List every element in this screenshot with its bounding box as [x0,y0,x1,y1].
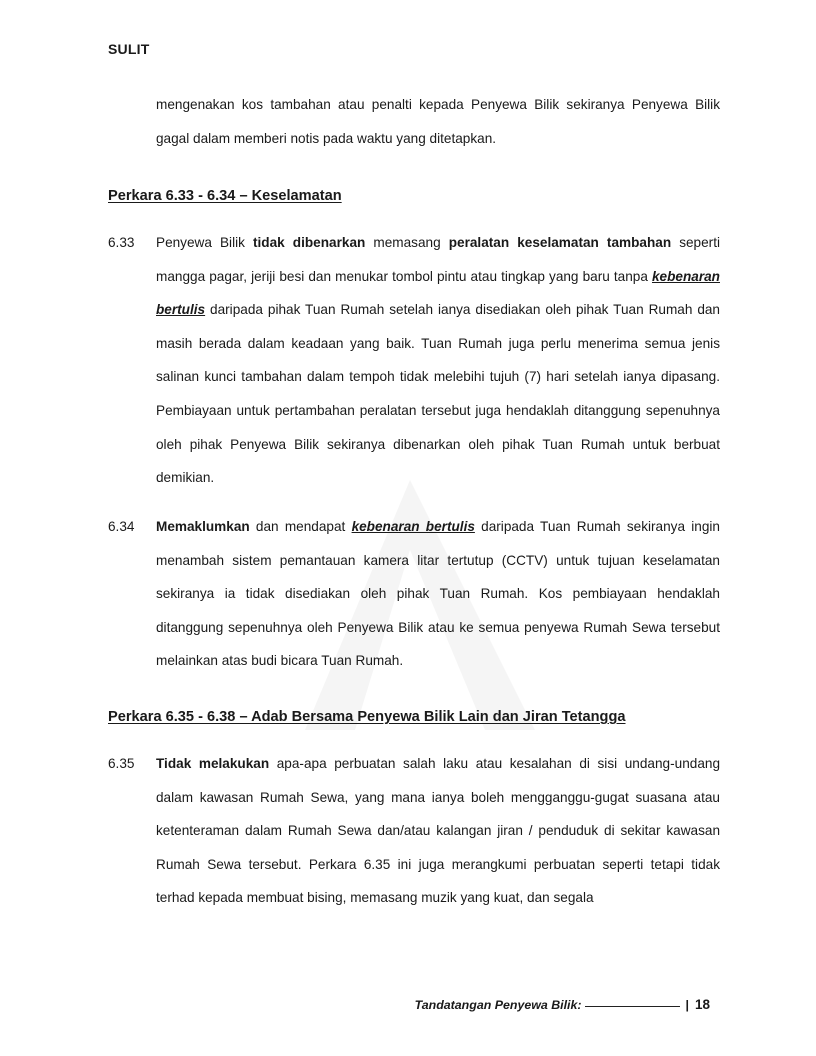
classification-header: SULIT [108,41,150,57]
bold-run: Memaklumkan [156,519,250,534]
bold-run: Tidak melakukan [156,756,270,771]
bold-run: tidak dibenarkan [253,235,366,250]
section-heading-keselamatan: Perkara 6.33 - 6.34 – Keselamatan [108,188,342,204]
signature-label: Tandatangan Penyewa Bilik: [414,998,582,1012]
text-run: Penyewa Bilik [156,235,253,250]
continuation-paragraph: mengenakan kos tambahan atau penalti kepada Penyewa Bilik sekiranya Penyewa Bilik gagal dalam memberi notis pada waktu yang ditetapkan. [156,97,720,146]
text-run: seperti mangga pagar, jeriji besi dan menukar tombol pintu atau tingkap yang baru tanpa [156,235,720,284]
clause-number: 6.35 [108,756,135,771]
clause-number: 6.34 [108,519,135,534]
page-number: 18 [694,997,710,1012]
text-run: daripada pihak Tuan Rumah setelah ianya disediakan oleh pihak Tuan Rumah dan masih berada dalam keadaan yang baik. Tuan Rumah juga perlu menerima semua jenis salinan kunci tambahan dalam tempoh tidak melebihi tujuh (7) hari setelah ianya dipasang. Pembiayaan untuk pertambahan peralatan tersebut juga hendaklah ditanggung sepenuhnya oleh pihak Penyewa Bilik sekiranya dibenarkan oleh pihak Tuan Rumah untuk berbuat demikian. [156,302,720,486]
emphasis-run: kebenaran bertulis [351,519,475,534]
bold-run: peralatan keselamatan tambahan [448,235,672,250]
page-footer [0,997,710,1012]
section-heading-adab: Perkara 6.35 - 6.38 – Adab Bersama Penyewa Bilik Lain dan Jiran Tetangga [108,709,626,725]
text-run: dan mendapat [249,519,352,534]
signature-line [585,1006,680,1007]
footer-separator: | [685,998,689,1012]
clause-number: 6.33 [108,235,135,250]
emphasis-run: kebenaran bertulis [156,268,720,318]
text-run: memasang [365,235,449,250]
clause-6-35-text [156,747,720,915]
clause-6-34-text [156,510,720,678]
clause-6-33-text [156,226,720,495]
text-run: apa-apa perbuatan salah laku atau kesalahan di sisi undang-undang dalam kawasan Rumah Sewa, yang mana ianya boleh mengganggu-gugat suasana atau ketenteraman dalam Rumah Sewa dan/atau kalangan jiran / penduduk di sekitar kawasan Rumah Sewa tersebut. Perkara 6.35 ini juga merangkumi perbuatan seperti tetapi tidak terhad kepada membuat bising, memasang muzik yang kuat, dan segala [156,756,721,906]
text-run: daripada Tuan Rumah sekiranya ingin menambah sistem pemantauan kamera litar tertutup (CCTV) untuk tujuan keselamatan sekiranya ia tidak disediakan oleh pihak Tuan Rumah. Kos pembiayaan hendaklah ditanggung sepenuhnya oleh Penyewa Bilik atau ke semua penyewa Rumah Sewa tersebut melainkan atas budi bicara Tuan Rumah. [156,519,720,669]
